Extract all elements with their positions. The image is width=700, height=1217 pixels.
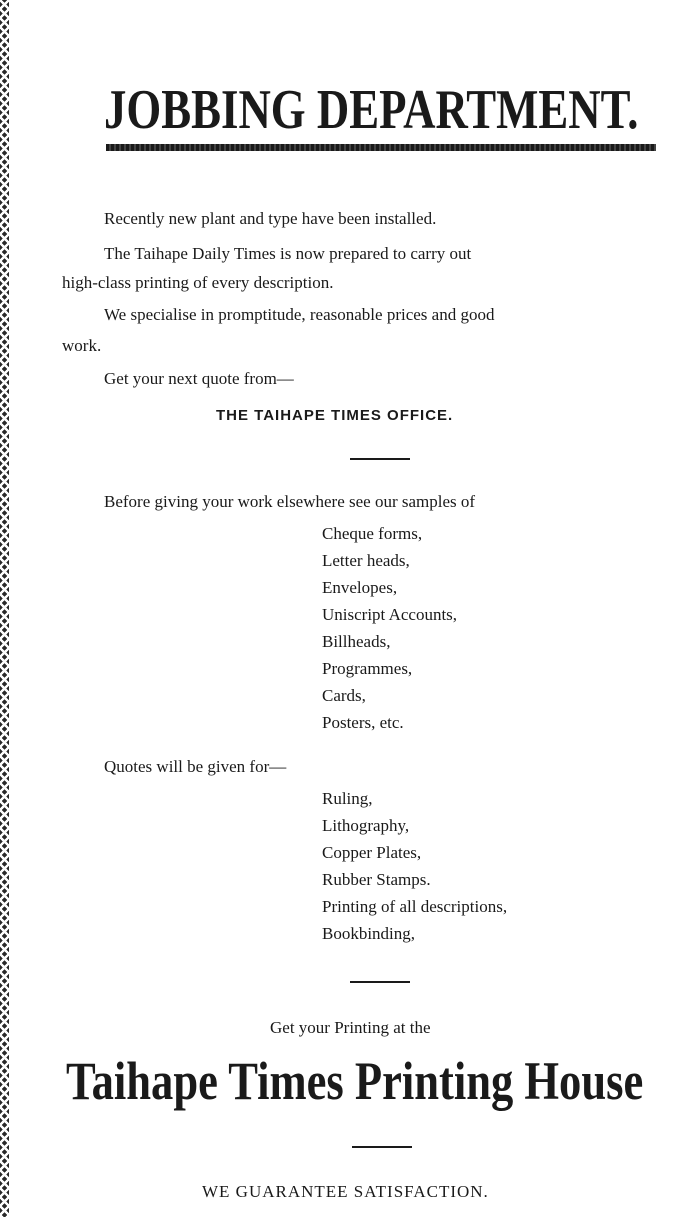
quotes-list	[322, 785, 507, 947]
list-item: Envelopes,	[322, 578, 398, 597]
list-item: Letter heads,	[322, 551, 410, 570]
divider-rule	[350, 458, 410, 460]
list-item: Lithography,	[322, 816, 410, 835]
intro-line-2a: The Taihape Daily Times is now prepared to carry out	[104, 244, 472, 263]
samples-list	[322, 520, 457, 736]
intro-line-4: Get your next quote from—	[104, 369, 294, 388]
list-item: Billheads,	[322, 632, 391, 651]
list-item: Printing of all descriptions,	[322, 897, 508, 916]
intro-line-3a: We specialise in promptitude, reasonable prices and good	[104, 305, 495, 324]
list-item: Posters, etc.	[322, 713, 404, 732]
cta-line: Get your Printing at the	[270, 1018, 431, 1037]
list-item: Programmes,	[322, 659, 413, 678]
divider-rule	[350, 981, 410, 983]
list-item: Cards,	[322, 686, 366, 705]
heading-rule	[106, 144, 656, 151]
list-item: Uniscript Accounts,	[322, 605, 458, 624]
printing-house-name: Taihape Times Printing House	[66, 1051, 644, 1111]
decorative-border	[0, 0, 9, 1217]
office-name: THE TAIHAPE TIMES OFFICE.	[216, 407, 454, 424]
samples-lead: Before giving your work elsewhere see our samples of	[104, 492, 476, 511]
guarantee-line: WE GUARANTEE SATISFACTION.	[202, 1182, 489, 1201]
page-title: JOBBING DEPARTMENT.	[104, 79, 639, 141]
quotes-lead: Quotes will be given for—	[104, 757, 287, 776]
divider-rule	[352, 1146, 412, 1148]
intro-line-2b: high-class printing of every description.	[62, 273, 334, 292]
list-item: Bookbinding,	[322, 924, 416, 943]
intro-line-1: Recently new plant and type have been installed.	[104, 209, 437, 228]
list-item: Rubber Stamps.	[322, 870, 431, 889]
list-item: Copper Plates,	[322, 843, 422, 862]
list-item: Cheque forms,	[322, 524, 423, 543]
list-item: Ruling,	[322, 789, 373, 808]
intro-line-3b: work.	[62, 336, 102, 355]
